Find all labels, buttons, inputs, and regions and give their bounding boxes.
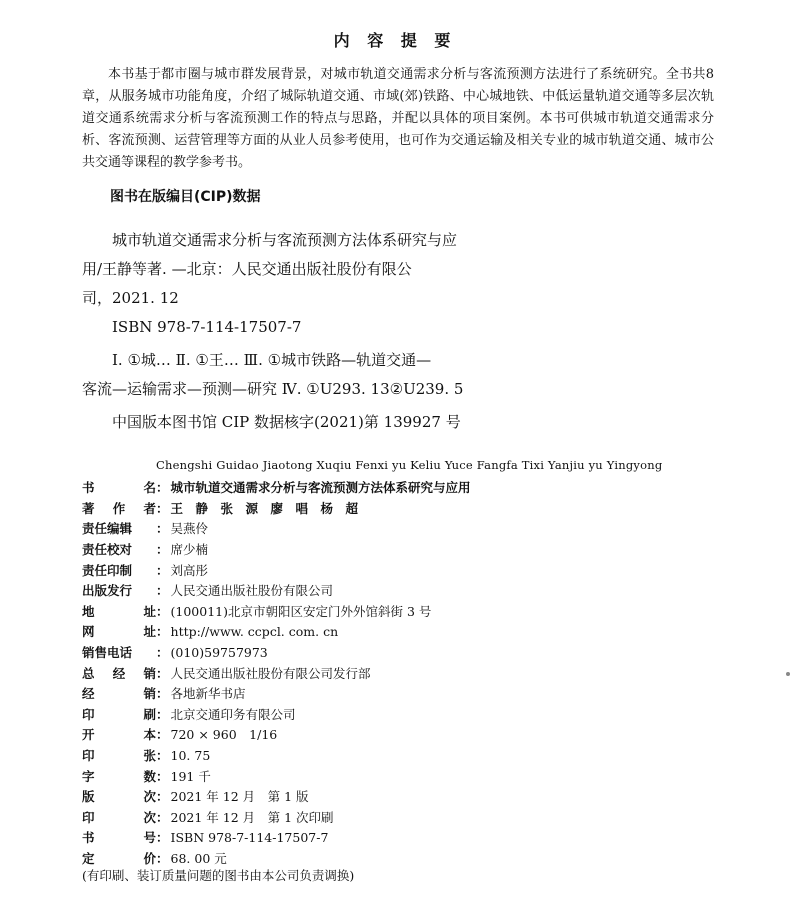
detail-label-char: 销售电话: [82, 645, 133, 661]
detail-label: [82, 725, 156, 743]
detail-label-char: 经: [82, 686, 95, 702]
summary-paragraph: 本书基于都市圈与城市群发展背景，对城市轨道交通需求分析与客流预测方法进行了系统研究。全书共8章，从服务城市功能角度，介绍了城际轨道交通、市域(郊)铁路、中心城地铁、中低运量轨道交通等多层次轨道交通系统需求分析与客流预测工作的特点与思路，并配以具体的项目案例。本书可供城市轨道交通需求分析、客流预测、运营管理等方面的从业人员参考使用，也可作为交通运输及相关专业的城市轨道交通、城市公共交通等课程的教学参考书。: [82, 67, 714, 170]
detail-colon: ：: [156, 686, 169, 702]
detail-label: [82, 664, 156, 682]
detail-row: [82, 807, 722, 828]
detail-value: 吴燕伶: [170, 521, 209, 537]
detail-label-char: 号: [143, 830, 156, 846]
detail-value: 北京交通印务有限公司: [170, 706, 296, 722]
cip-title-line-3: 司，2021. 12: [82, 289, 179, 307]
detail-row: [82, 498, 722, 519]
detail-label-char: 责任校对: [82, 542, 133, 558]
detail-label-char: 地: [82, 603, 95, 619]
detail-label-char: 著: [82, 500, 95, 516]
detail-value: 王 静 张 源 廖 唱 杨 超: [170, 500, 359, 516]
quality-note: (有印刷、装订质量问题的图书由本公司负责调换): [82, 868, 355, 883]
detail-label-char: 经: [112, 665, 126, 681]
detail-value: (010)59757973: [170, 644, 268, 660]
detail-label: [82, 581, 156, 599]
detail-row: [82, 621, 722, 642]
detail-row: [82, 745, 722, 766]
detail-label-char: 总: [82, 665, 95, 681]
detail-label: [82, 519, 156, 537]
detail-value: 10. 75: [170, 747, 211, 763]
detail-label: [82, 602, 156, 620]
detail-label: [82, 705, 156, 723]
detail-label-char: 印: [82, 706, 95, 722]
detail-label-char: 张: [143, 748, 156, 764]
detail-label-char: 名: [143, 480, 156, 496]
detail-label-char: 作: [112, 500, 126, 516]
detail-label: [82, 828, 156, 846]
margin-dot: [786, 672, 790, 676]
detail-row: [82, 559, 722, 580]
detail-value: ISBN 978-7-114-17507-7: [170, 829, 329, 845]
detail-colon: ：: [156, 645, 169, 661]
detail-label: [82, 849, 156, 867]
detail-value: 2021 年 12 月 第 1 次印刷: [170, 809, 334, 825]
detail-colon: ：: [156, 583, 169, 599]
detail-label-char: 责任印制: [82, 562, 133, 578]
cip-classification-line-2: 客流—运输需求—预测—研究 Ⅳ. ①U293. 13②U239. 5: [82, 380, 464, 398]
detail-row: [82, 662, 722, 683]
cip-title-line-1: 城市轨道交通需求分析与客流预测方法体系研究与应: [112, 231, 458, 249]
detail-label-char: 次: [143, 809, 156, 825]
cip-heading: 图书在版编目(CIP)数据: [110, 189, 261, 205]
detail-label-char: 出版发行: [82, 583, 133, 599]
detail-value: 人民交通出版社股份有限公司: [170, 583, 334, 599]
detail-value: (100011)北京市朝阳区安定门外外馆斜街 3 号: [170, 603, 432, 619]
detail-colon: ：: [156, 521, 169, 537]
detail-value: 人民交通出版社股份有限公司发行部: [170, 665, 371, 681]
detail-row: [82, 539, 722, 560]
detail-row: [82, 683, 722, 704]
detail-label-char: 责任编辑: [82, 521, 133, 537]
cip-title-line-2: 用/王静等著. —北京：人民交通出版社股份有限公: [82, 260, 412, 278]
detail-label-char: 印: [82, 809, 95, 825]
detail-label: [82, 746, 156, 764]
detail-colon: ：: [156, 830, 169, 846]
detail-colon: ：: [156, 768, 169, 784]
detail-colon: ：: [156, 603, 169, 619]
detail-colon: ：: [156, 665, 169, 681]
detail-label: [82, 540, 156, 558]
detail-label: [82, 808, 156, 826]
detail-value: 720 × 960 1/16: [170, 727, 278, 743]
detail-colon: ：: [156, 624, 169, 640]
detail-value: 各地新华书店: [170, 686, 246, 702]
detail-label-char: 印: [82, 748, 95, 764]
detail-row: [82, 477, 722, 498]
cip-classification-line-1: Ⅰ. ①城… Ⅱ. ①王… Ⅲ. ①城市铁路—轨道交通—: [112, 351, 432, 369]
detail-label-char: 刷: [143, 706, 156, 722]
detail-colon: ：: [156, 809, 169, 825]
summary-section: [82, 64, 714, 174]
detail-label-char: 网: [82, 624, 95, 640]
detail-colon: ：: [156, 727, 169, 743]
summary-title: 内 容 提 要: [333, 31, 457, 50]
detail-colon: ：: [156, 542, 169, 558]
detail-row: [82, 786, 722, 807]
detail-value: 城市轨道交通需求分析与客流预测方法体系研究与应用: [170, 480, 471, 496]
detail-colon: ：: [156, 706, 169, 722]
detail-label-char: 书: [82, 830, 95, 846]
detail-row: [82, 765, 722, 786]
detail-row: [82, 518, 722, 539]
detail-label: [82, 478, 156, 496]
cip-library-record: 中国版本图书馆 CIP 数据核字(2021)第 139927 号: [112, 413, 461, 431]
detail-value: 刘高彤: [170, 562, 209, 578]
detail-label-char: 址: [143, 603, 156, 619]
detail-row: [82, 580, 722, 601]
detail-label-char: 销: [143, 686, 156, 702]
detail-row: [82, 827, 722, 848]
cip-isbn: ISBN 978-7-114-17507-7: [112, 318, 302, 336]
detail-label-char: 址: [143, 624, 156, 640]
detail-colon: ：: [156, 789, 169, 805]
detail-label-char: 字: [82, 768, 95, 784]
detail-colon: ：: [156, 748, 169, 764]
detail-row: [82, 704, 722, 725]
detail-value: 191 千: [170, 768, 211, 784]
detail-label: [82, 767, 156, 785]
detail-label-char: 定: [82, 850, 95, 866]
detail-label-char: 销: [143, 665, 156, 681]
detail-colon: ：: [156, 500, 169, 516]
detail-label-char: 者: [143, 500, 156, 516]
detail-label-char: 本: [143, 727, 156, 743]
detail-colon: ：: [156, 480, 169, 496]
pinyin-title: Chengshi Guidao Jiaotong Xuqiu Fenxi yu Keliu Yuce Fangfa Tixi Yanjiu yu Yingyong: [156, 458, 663, 472]
detail-colon: ：: [156, 850, 169, 866]
detail-row: [82, 724, 722, 745]
publication-details: [82, 477, 722, 868]
detail-colon: ：: [156, 562, 169, 578]
detail-value: 席少楠: [170, 542, 209, 558]
cip-block: [82, 226, 532, 437]
detail-label: [82, 787, 156, 805]
detail-label: [82, 643, 156, 661]
detail-label: [82, 561, 156, 579]
detail-label-char: 书: [82, 480, 95, 496]
detail-label-char: 价: [143, 850, 156, 866]
detail-label-char: 开: [82, 727, 95, 743]
detail-row: [82, 601, 722, 622]
detail-label-char: 数: [143, 768, 156, 784]
detail-label: [82, 499, 156, 517]
detail-row: [82, 642, 722, 663]
detail-value: http://www. ccpcl. com. cn: [170, 623, 339, 639]
detail-value: 68. 00 元: [170, 850, 227, 866]
detail-value: 2021 年 12 月 第 1 版: [170, 789, 309, 805]
detail-label-char: 版: [82, 789, 95, 805]
detail-label: [82, 684, 156, 702]
detail-label: [82, 622, 156, 640]
detail-label-char: 次: [143, 789, 156, 805]
